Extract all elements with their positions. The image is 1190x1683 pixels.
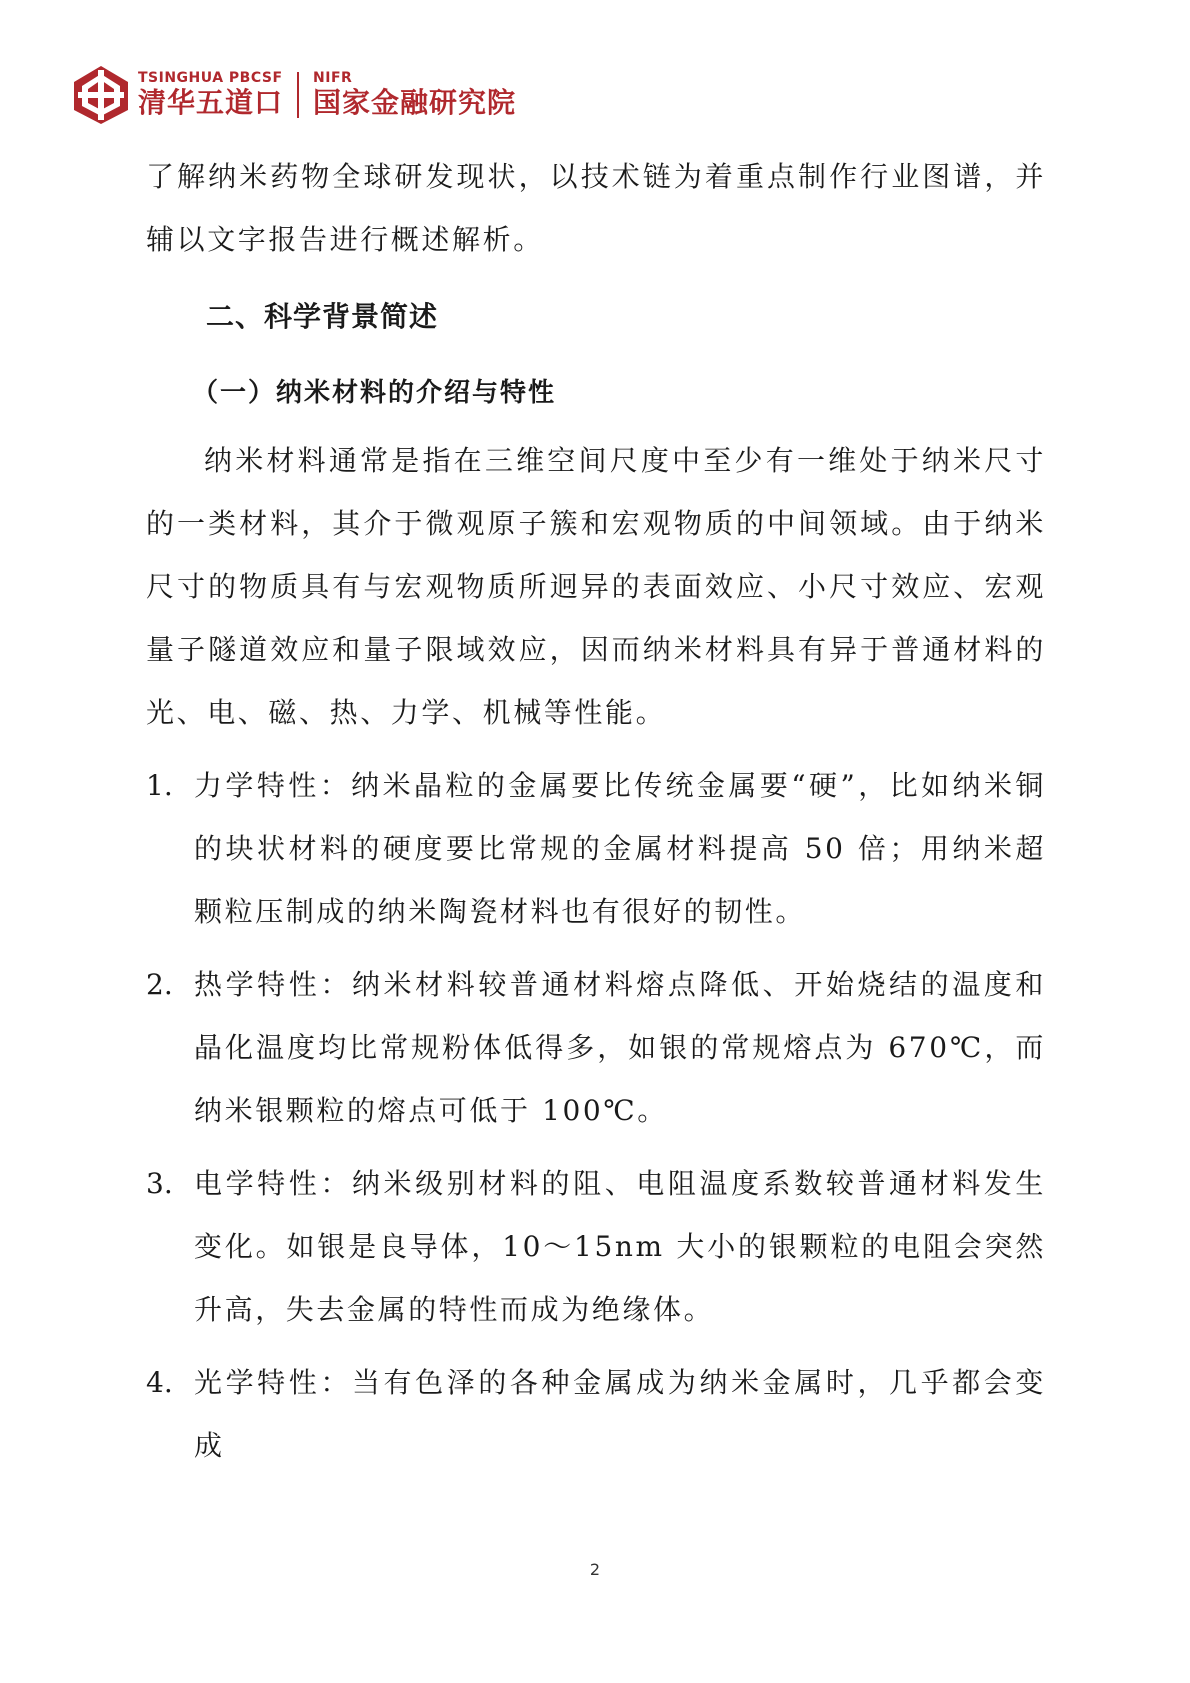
list-item-text: 光学特性：当有色泽的各种金属成为纳米金属时，几乎都会变成	[194, 1366, 1046, 1462]
list-item	[146, 953, 1046, 1142]
page-header	[72, 60, 516, 130]
list-item	[146, 1351, 1046, 1477]
logo-divider	[297, 72, 299, 118]
list-item-number: 3.	[146, 1167, 173, 1200]
org-chinese: 国家金融研究院	[313, 86, 517, 119]
tsinghua-logo-icon	[72, 64, 130, 126]
list-item-number: 2.	[146, 968, 173, 1001]
list-item-number: 4.	[146, 1366, 173, 1399]
list-item-text: 热学特性：纳米材料较普通材料熔点降低、开始烧结的温度和晶化温度均比常规粉体低得多，如银的常规熔点为 670℃，而纳米银颗粒的熔点可低于 100℃。	[194, 968, 1046, 1127]
body-paragraph: 纳米材料通常是指在三维空间尺度中至少有一维处于纳米尺寸的一类材料，其介于微观原子簇和宏观物质的中间领域。由于纳米尺寸的物质具有与宏观物质所迥异的表面效应、小尺寸效应、宏观量子隧道效应和量子限域效应，因而纳米材料具有异于普通材料的光、电、磁、热、力学、机械等性能。	[146, 444, 1046, 729]
list-item-text: 力学特性：纳米晶粒的金属要比传统金属要“硬”，比如纳米铜的块状材料的硬度要比常规的金属材料提高 50 倍；用纳米超颗粒压制成的纳米陶瓷材料也有很好的韧性。	[194, 769, 1046, 928]
subsection-title: （一）纳米材料的介绍与特性	[192, 378, 557, 408]
logo-english: TSINGHUA PBCSF	[138, 70, 283, 86]
list-item-number: 1.	[146, 769, 173, 802]
intro-paragraph: 了解纳米药物全球研发现状，以技术链为着重点制作行业图谱，并辅以文字报告进行概述解析。	[146, 160, 1046, 256]
list-item	[146, 1152, 1046, 1341]
org-english: NIFR	[313, 70, 353, 86]
list-item	[146, 754, 1046, 943]
section-title: 二、科学背景简述	[206, 300, 439, 333]
property-list	[146, 754, 1046, 1477]
document-body	[146, 145, 1046, 1477]
logo-text-block	[138, 70, 283, 120]
org-text-block	[313, 70, 516, 120]
page-number: 2	[589, 1560, 601, 1579]
list-item-text: 电学特性：纳米级别材料的阻、电阻温度系数较普通材料发生变化。如银是良导体，10～15nm 大小的银颗粒的电阻会突然升高，失去金属的特性而成为绝缘体。	[194, 1167, 1046, 1326]
logo-chinese: 清华五道口	[138, 86, 284, 119]
